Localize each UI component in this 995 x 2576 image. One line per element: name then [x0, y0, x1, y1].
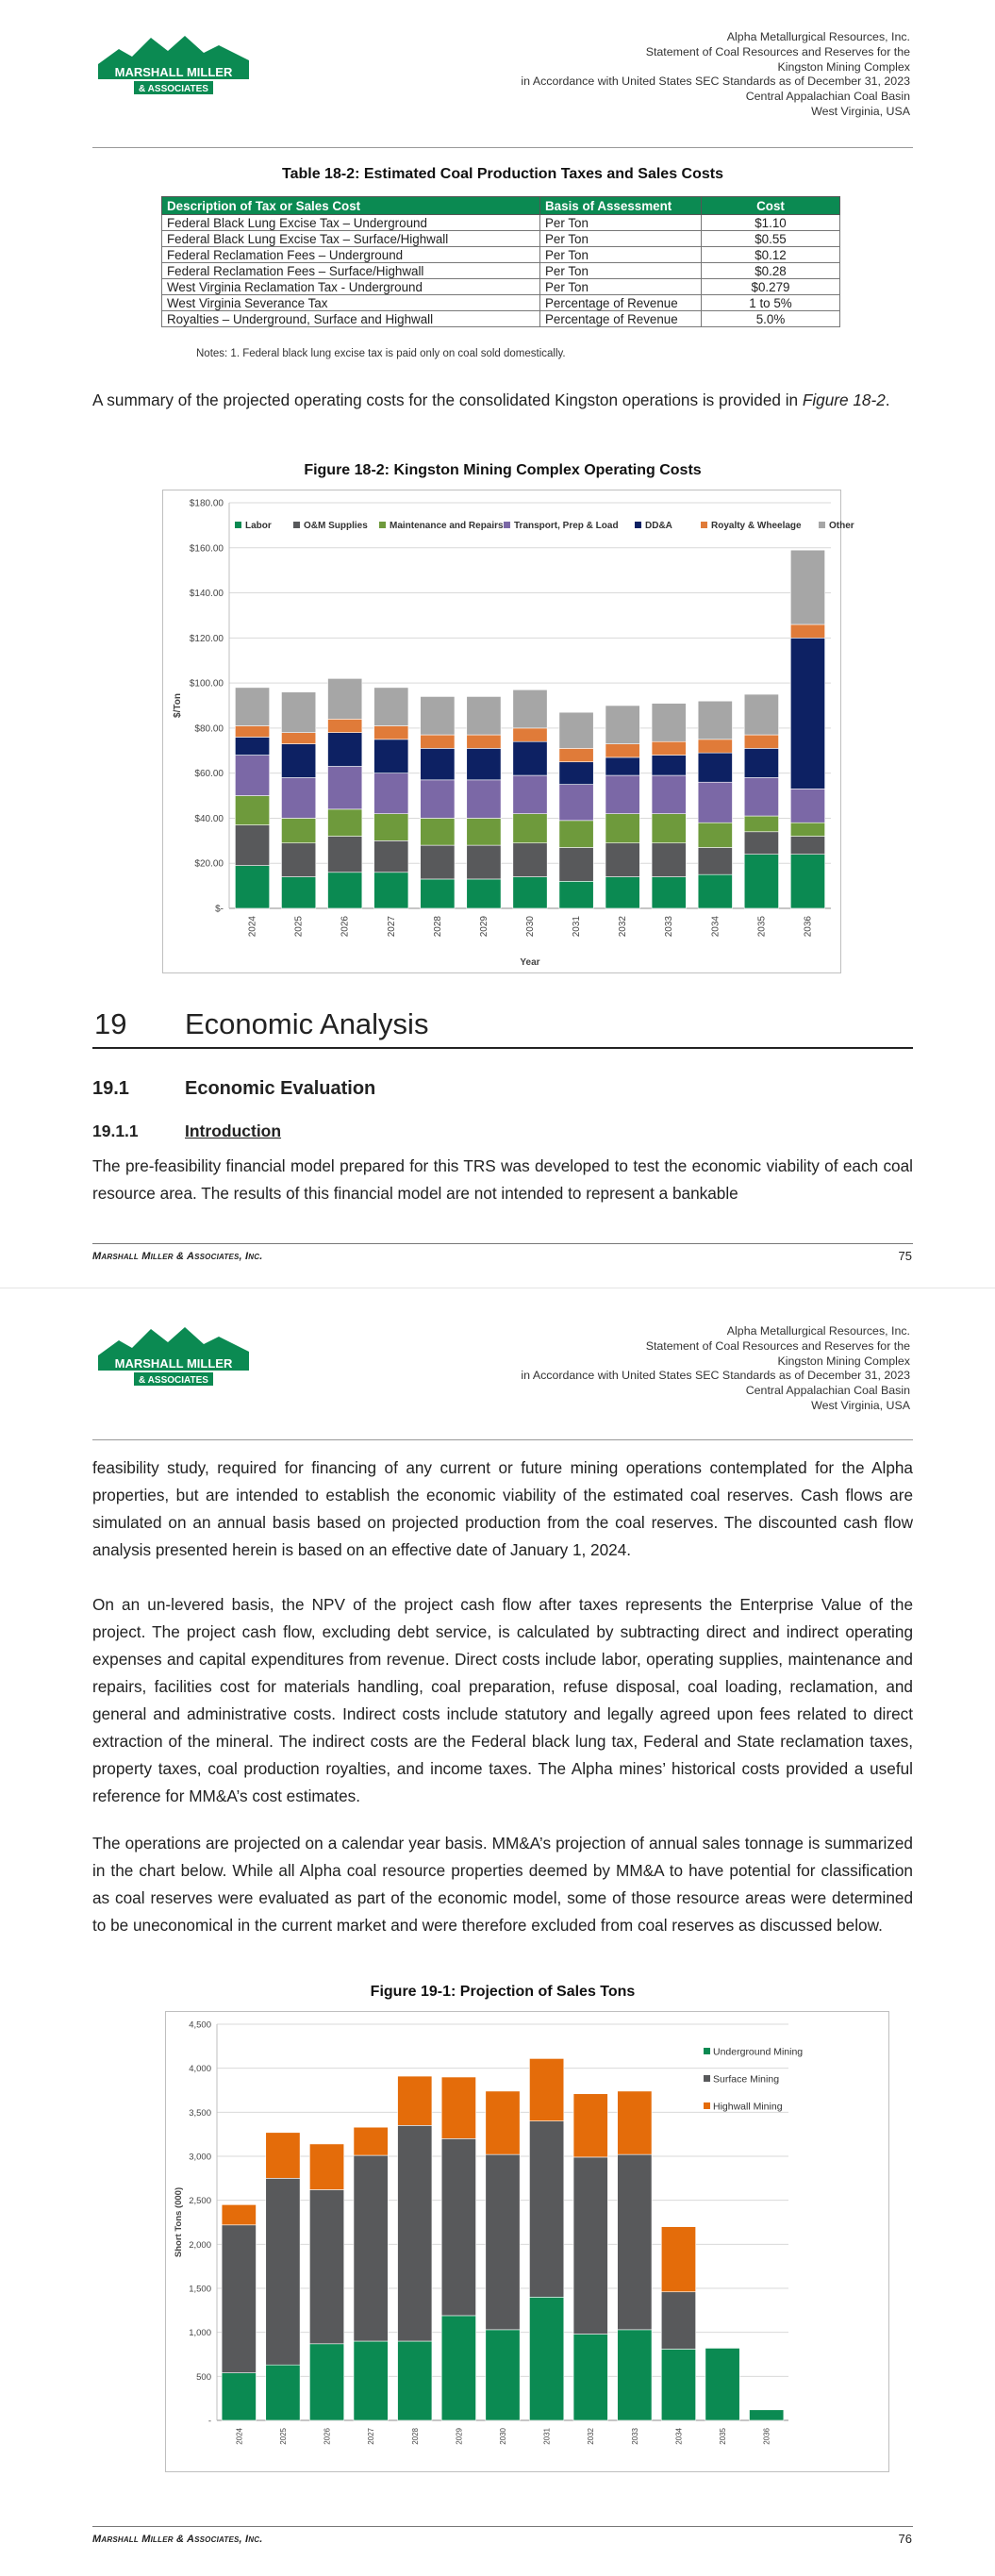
bar-segment — [698, 701, 732, 740]
y-axis-title: $/Ton — [173, 693, 183, 718]
x-tick-label: 2026 — [323, 2428, 332, 2445]
y-tick-label: 3,500 — [189, 2107, 211, 2119]
section-19-1-heading — [92, 1078, 376, 1100]
bar-segment — [222, 2225, 256, 2373]
page-number: 75 — [898, 1249, 912, 1263]
bar-segment — [281, 744, 315, 778]
bar-segment — [309, 2144, 343, 2190]
legend-label: Other — [829, 521, 854, 531]
bar-segment — [328, 719, 362, 732]
legend-label: DD&A — [645, 521, 672, 531]
cell-cost: $0.12 — [702, 247, 840, 263]
y-tick-label: $20.00 — [194, 858, 224, 870]
cell-description: Royalties – Underground, Surface and Highwall — [162, 311, 540, 327]
logo-text-top: MARSHALL MILLER — [114, 1356, 233, 1371]
sales-tons-chart-frame — [165, 2011, 889, 2472]
legend-swatch — [819, 522, 825, 528]
table-header-row — [162, 197, 840, 215]
x-tick-label: 2027 — [386, 916, 397, 938]
bar-segment — [618, 2091, 652, 2154]
table-row — [162, 263, 840, 279]
x-tick-label: 2031 — [572, 916, 583, 938]
feasibility-paragraph: feasibility study, required for financing of any current or future mining operations contemplated for the Alpha properties, but are intended to establish the economic viability of the estimated coal reserves. Cash flows are simulated on an annual basis based on projected production from the coal reserves. The discounted cash flow analysis presented herein is based on an effective date of January 1, 2024. — [92, 1458, 913, 1559]
bar-segment — [398, 2076, 432, 2125]
legend-swatch — [704, 2048, 710, 2054]
section-19-1-1-heading — [92, 1122, 282, 1141]
bar-segment — [605, 775, 639, 814]
bar-segment — [281, 692, 315, 733]
bar-segment — [421, 879, 455, 908]
intro-paragraph: The pre-feasibility financial model prepared for this TRS was developed to test the economic viability of each coal resource area. The results of this financial model are not intended to represent a bankable — [92, 1156, 913, 1203]
cell-basis: Per Ton — [540, 279, 702, 295]
bar-segment — [744, 855, 778, 908]
bar-segment — [222, 2204, 256, 2224]
section-title: Economic Analysis — [185, 1007, 429, 1040]
bar-segment — [529, 2058, 563, 2120]
y-tick-label: - — [207, 2416, 211, 2427]
bar-segment — [744, 694, 778, 735]
x-tick-label: 2033 — [630, 2428, 639, 2445]
legend-label: Underground Mining — [713, 2046, 804, 2058]
y-tick-label: $100.00 — [189, 678, 224, 690]
bar-segment — [618, 2154, 652, 2330]
document-header — [521, 30, 910, 120]
col-header-cost: Cost — [702, 197, 840, 215]
legend-swatch — [635, 522, 641, 528]
bar-segment — [467, 780, 501, 819]
legend-swatch — [504, 522, 510, 528]
npv-paragraph: On an un-levered basis, the NPV of the project cash flow after taxes represents the Enterprise Value of the project. The project cash flow, excluding debt service, is calculated by subtracting direct and indirect operating expenses and capital expenditures from revenue. Direct costs include labor, operating supplies, maintenance and repairs, facilities cost for materials handling, coal preparation, refuse disposal, coal loading, reclamation, and general and administrative costs. Indirect costs include statutory and legally agreed upon fees related to direct extraction of the mineral. The indirect costs are the Federal black lung tax, Federal and State reclamation taxes, property taxes, coal production royalties, and income taxes. The Alpha mines’ historical costs provided a useful reference for MM&A’s cost estimates. — [92, 1595, 913, 1805]
bar-segment — [652, 814, 686, 843]
y-tick-label: $160.00 — [189, 543, 224, 555]
bar-segment — [605, 757, 639, 775]
bar-segment — [790, 550, 824, 624]
operating-costs-chart-frame — [162, 490, 854, 973]
bar-segment — [421, 735, 455, 748]
header-line: Central Appalachian Coal Basin — [745, 1384, 910, 1398]
bar-segment — [513, 814, 547, 843]
header-line: in Accordance with United States SEC Standards as of December 31, 2023 — [521, 75, 910, 89]
legend-label: O&M Supplies — [304, 521, 368, 531]
x-tick-label: 2028 — [410, 2428, 420, 2445]
bar-segment — [486, 2330, 520, 2420]
bar-segment — [328, 873, 362, 908]
bar-segment — [744, 748, 778, 777]
bar-segment — [235, 796, 269, 825]
bar-segment — [441, 2316, 475, 2420]
bar-segment — [486, 2154, 520, 2330]
x-tick-label: 2029 — [478, 916, 489, 938]
cell-basis: Percentage of Revenue — [540, 295, 702, 311]
bar-segment — [374, 773, 408, 814]
bar-segment — [467, 879, 501, 908]
bar-segment — [235, 688, 269, 726]
bar-segment — [281, 733, 315, 744]
header-line: Kingston Mining Complex — [777, 59, 910, 74]
calendar-paragraph: The operations are projected on a calendar year basis. MM&A’s projection of annual sales tonnage is summarized in the chart below. While all Alpha coal resource properties deemed by MM&A to have potential for classification as coal reserves were evaluated as part of the economic model, some of those resource areas were determined to be uneconomical in the current market and were therefore excluded from coal reserves as discussed below. — [92, 1834, 913, 1935]
y-tick-label: 1,500 — [189, 2284, 211, 2295]
x-tick-label: 2026 — [340, 916, 351, 938]
x-tick-label: 2028 — [432, 916, 443, 938]
bar-segment — [698, 753, 732, 782]
bar-segment — [374, 873, 408, 908]
sales-tons-chart — [166, 2012, 888, 2471]
bar-segment — [281, 777, 315, 818]
header-line: West Virginia, USA — [811, 1398, 910, 1412]
bar-segment — [374, 814, 408, 841]
x-tick-label: 2025 — [278, 2428, 288, 2445]
legend-swatch — [235, 522, 241, 528]
x-tick-label: 2035 — [719, 2428, 728, 2445]
table-row — [162, 311, 840, 327]
bar-segment — [605, 843, 639, 877]
bar-segment — [652, 756, 686, 776]
bar-segment — [661, 2227, 695, 2292]
bar-segment — [281, 877, 315, 908]
y-tick-label: 2,500 — [189, 2196, 211, 2207]
x-tick-label: 2027 — [367, 2428, 376, 2445]
legend-label: Surface Mining — [713, 2073, 780, 2086]
cell-cost: $0.28 — [702, 263, 840, 279]
bar-segment — [790, 638, 824, 789]
table-row — [162, 215, 840, 231]
bar-segment — [222, 2373, 256, 2420]
cell-description: West Virginia Severance Tax — [162, 295, 540, 311]
bar-segment — [744, 735, 778, 748]
table-18-2-caption: Table 18-2: Estimated Coal Production Taxes and Sales Costs — [282, 166, 723, 182]
bar-segment — [698, 874, 732, 908]
table-row — [162, 247, 840, 263]
bar-segment — [513, 690, 547, 728]
bar-segment — [790, 789, 824, 823]
bar-segment — [421, 780, 455, 819]
bar-segment — [441, 2138, 475, 2316]
y-tick-label: 4,500 — [189, 2019, 211, 2031]
y-tick-label: $60.00 — [194, 769, 224, 780]
bar-segment — [559, 785, 593, 821]
bar-segment — [467, 696, 501, 735]
legend-swatch — [704, 2075, 710, 2082]
bar-segment — [266, 2178, 300, 2365]
x-tick-label: 2025 — [293, 916, 305, 938]
bar-segment — [513, 728, 547, 741]
cell-cost: $1.10 — [702, 215, 840, 231]
x-tick-label: 2029 — [455, 2428, 464, 2445]
legend-swatch — [379, 522, 386, 528]
col-header-description: Description of Tax or Sales Cost — [162, 197, 540, 215]
legend-swatch — [704, 2102, 710, 2109]
bar-segment — [605, 877, 639, 908]
section-number: 19.1.1 — [92, 1122, 139, 1140]
header-line: West Virginia, USA — [811, 104, 910, 118]
header-rule — [92, 147, 913, 148]
bar-segment — [486, 2091, 520, 2154]
footer-rule — [92, 1243, 913, 1244]
summary-text: A summary of the projected operating costs for the consolidated Kingston operations is provided in — [92, 391, 803, 409]
y-tick-label: 3,000 — [189, 2152, 211, 2163]
footer-company: Marshall Miller & Associates, Inc. — [92, 2534, 263, 2545]
cell-basis: Per Ton — [540, 231, 702, 247]
cell-description: Federal Reclamation Fees – Surface/Highwall — [162, 263, 540, 279]
bar-segment — [790, 624, 824, 638]
bar-segment — [790, 855, 824, 908]
bar-segment — [374, 840, 408, 872]
bar-segment — [744, 832, 778, 855]
bar-segment — [235, 866, 269, 908]
page-76 — [0, 1288, 995, 2576]
bar-segment — [790, 823, 824, 836]
cell-description: Federal Black Lung Excise Tax – Surface/Highwall — [162, 231, 540, 247]
bar-segment — [309, 2189, 343, 2343]
bar-segment — [661, 2349, 695, 2420]
bar-segment — [235, 737, 269, 755]
x-tick-label: 2032 — [618, 916, 629, 938]
bar-segment — [374, 688, 408, 726]
header-line: in Accordance with United States SEC Standards as of December 31, 2023 — [521, 1369, 910, 1383]
summary-paragraph — [92, 387, 913, 414]
bar-segment — [605, 706, 639, 744]
bar-segment — [652, 775, 686, 814]
bar-segment — [281, 818, 315, 842]
x-axis-title: Year — [520, 957, 540, 968]
x-tick-label: 2033 — [664, 916, 675, 938]
bar-segment — [354, 2341, 388, 2420]
bar-segment — [266, 2133, 300, 2179]
logo-text-bottom: & ASSOCIATES — [139, 1375, 208, 1386]
bar-segment — [467, 735, 501, 748]
section-number: 19 — [94, 1007, 127, 1040]
figure-18-2-caption: Figure 18-2: Kingston Mining Complex Operating Costs — [304, 462, 702, 478]
section-19-heading — [92, 1005, 913, 1049]
legend-swatch — [701, 522, 707, 528]
table-row — [162, 295, 840, 311]
bar-segment — [605, 814, 639, 843]
bar-segment — [652, 741, 686, 755]
figure-reference: Figure 18-2 — [802, 391, 886, 409]
legend-label: Highwall Mining — [713, 2101, 783, 2113]
bar-segment — [513, 843, 547, 877]
cell-cost: $0.55 — [702, 231, 840, 247]
tax-table — [161, 196, 840, 327]
y-axis-title: Short Tons (000) — [174, 2186, 184, 2258]
company-logo — [98, 28, 249, 98]
bar-segment — [421, 818, 455, 845]
x-tick-label: 2031 — [542, 2428, 552, 2445]
page-number: 76 — [898, 2532, 912, 2546]
x-tick-label: 2036 — [762, 2428, 771, 2445]
header-line: Statement of Coal Resources and Reserves for the — [645, 44, 910, 58]
bar-segment — [750, 2410, 784, 2420]
y-tick-label: $140.00 — [189, 589, 224, 600]
x-tick-label: 2030 — [525, 916, 536, 938]
bar-segment — [374, 726, 408, 740]
bar-segment — [467, 845, 501, 879]
cell-cost: 5.0% — [702, 311, 840, 327]
y-tick-label: 1,000 — [189, 2328, 211, 2339]
bar-segment — [698, 823, 732, 847]
bar-segment — [744, 777, 778, 816]
bar-segment — [618, 2330, 652, 2420]
cell-description: West Virginia Reclamation Tax - Underground — [162, 279, 540, 295]
table-note: Notes: 1. Federal black lung excise tax is paid only on coal sold domestically. — [196, 348, 566, 359]
legend-label: Maintenance and Repairs — [390, 521, 504, 531]
y-tick-label: 4,000 — [189, 2064, 211, 2075]
bar-segment — [559, 712, 593, 748]
header-line: Kingston Mining Complex — [777, 1354, 910, 1368]
x-tick-label: 2034 — [710, 916, 721, 938]
bar-segment — [513, 741, 547, 775]
y-tick-label: $180.00 — [189, 498, 224, 509]
bar-segment — [573, 2335, 607, 2420]
bar-segment — [328, 837, 362, 873]
bar-segment — [513, 877, 547, 908]
logo-text-bottom: & ASSOCIATES — [139, 84, 208, 94]
bar-segment — [698, 782, 732, 823]
bar-segment — [374, 740, 408, 773]
footer-rule — [92, 2526, 913, 2527]
summary-end: . — [885, 391, 890, 409]
cell-cost: $0.279 — [702, 279, 840, 295]
cell-description: Federal Black Lung Excise Tax – Underground — [162, 215, 540, 231]
y-tick-label: 2,000 — [189, 2239, 211, 2251]
header-line: Central Appalachian Coal Basin — [745, 90, 910, 104]
bar-segment — [441, 2077, 475, 2138]
bar-segment — [652, 843, 686, 877]
bar-segment — [328, 733, 362, 767]
y-tick-label: $40.00 — [194, 813, 224, 824]
legend-swatch — [293, 522, 300, 528]
y-tick-label: 500 — [196, 2371, 211, 2383]
bar-segment — [281, 843, 315, 877]
cell-description: Federal Reclamation Fees – Underground — [162, 247, 540, 263]
cell-basis: Per Ton — [540, 263, 702, 279]
operating-costs-chart — [163, 490, 854, 972]
bar-segment — [398, 2125, 432, 2341]
bar-segment — [309, 2344, 343, 2420]
x-tick-label: 2032 — [587, 2428, 596, 2445]
bar-segment — [467, 748, 501, 779]
bar-segment — [573, 2094, 607, 2157]
bar-segment — [328, 809, 362, 837]
bar-segment — [559, 881, 593, 908]
cell-basis: Percentage of Revenue — [540, 311, 702, 327]
bar-segment — [421, 696, 455, 735]
table-row — [162, 279, 840, 295]
bar-segment — [559, 748, 593, 761]
x-tick-label: 2036 — [803, 916, 814, 938]
bar-segment — [354, 2127, 388, 2155]
y-tick-label: $80.00 — [194, 723, 224, 735]
bar-segment — [744, 816, 778, 832]
bar-segment — [328, 678, 362, 719]
bar-segment — [235, 756, 269, 796]
header-line: Alpha Metallurgical Resources, Inc. — [726, 30, 910, 43]
x-tick-label: 2030 — [499, 2428, 507, 2445]
y-tick-label: $120.00 — [189, 633, 224, 644]
bar-segment — [467, 818, 501, 845]
bar-segment — [398, 2341, 432, 2420]
bar-segment — [513, 775, 547, 814]
header-line: Statement of Coal Resources and Reserves for the — [645, 1338, 910, 1353]
bar-segment — [235, 726, 269, 738]
y-tick-label: $- — [215, 904, 224, 915]
bar-segment — [652, 704, 686, 742]
footer-company: Marshall Miller & Associates, Inc. — [92, 1251, 263, 1262]
document-header — [521, 1324, 910, 1414]
legend-label: Labor — [245, 521, 272, 531]
bar-segment — [790, 837, 824, 855]
bar-segment — [559, 762, 593, 785]
x-tick-label: 2024 — [235, 2428, 244, 2445]
bar-segment — [698, 848, 732, 875]
bar-segment — [328, 767, 362, 809]
x-tick-label: 2034 — [674, 2428, 684, 2445]
bar-segment — [559, 848, 593, 882]
bar-segment — [354, 2155, 388, 2341]
cell-basis: Per Ton — [540, 215, 702, 231]
bar-segment — [421, 748, 455, 779]
cell-cost: 1 to 5% — [702, 295, 840, 311]
legend-label: Transport, Prep & Load — [514, 521, 619, 531]
section-title: Introduction — [185, 1122, 282, 1140]
header-rule — [92, 1439, 913, 1440]
header-line: Alpha Metallurgical Resources, Inc. — [726, 1324, 910, 1338]
col-header-basis: Basis of Assessment — [540, 197, 702, 215]
bar-segment — [652, 877, 686, 908]
x-tick-label: 2024 — [247, 916, 258, 938]
bar-segment — [661, 2292, 695, 2350]
legend-label: Royalty & Wheelage — [711, 521, 802, 531]
company-logo — [98, 1320, 249, 1389]
bar-segment — [705, 2348, 739, 2420]
bar-segment — [235, 825, 269, 866]
bar-segment — [266, 2365, 300, 2420]
bar-segment — [529, 2297, 563, 2420]
bar-segment — [605, 744, 639, 757]
bar-segment — [559, 821, 593, 848]
bar-segment — [698, 740, 732, 753]
bar-segment — [421, 845, 455, 879]
section-number: 19.1 — [92, 1078, 129, 1099]
bar-segment — [529, 2121, 563, 2298]
bar-segment — [573, 2157, 607, 2335]
figure-19-1-caption: Figure 19-1: Projection of Sales Tons — [370, 1984, 636, 2000]
cell-basis: Per Ton — [540, 247, 702, 263]
section-title: Economic Evaluation — [185, 1078, 376, 1099]
logo-text-top: MARSHALL MILLER — [114, 65, 233, 79]
x-tick-label: 2035 — [756, 916, 768, 938]
table-row — [162, 231, 840, 247]
